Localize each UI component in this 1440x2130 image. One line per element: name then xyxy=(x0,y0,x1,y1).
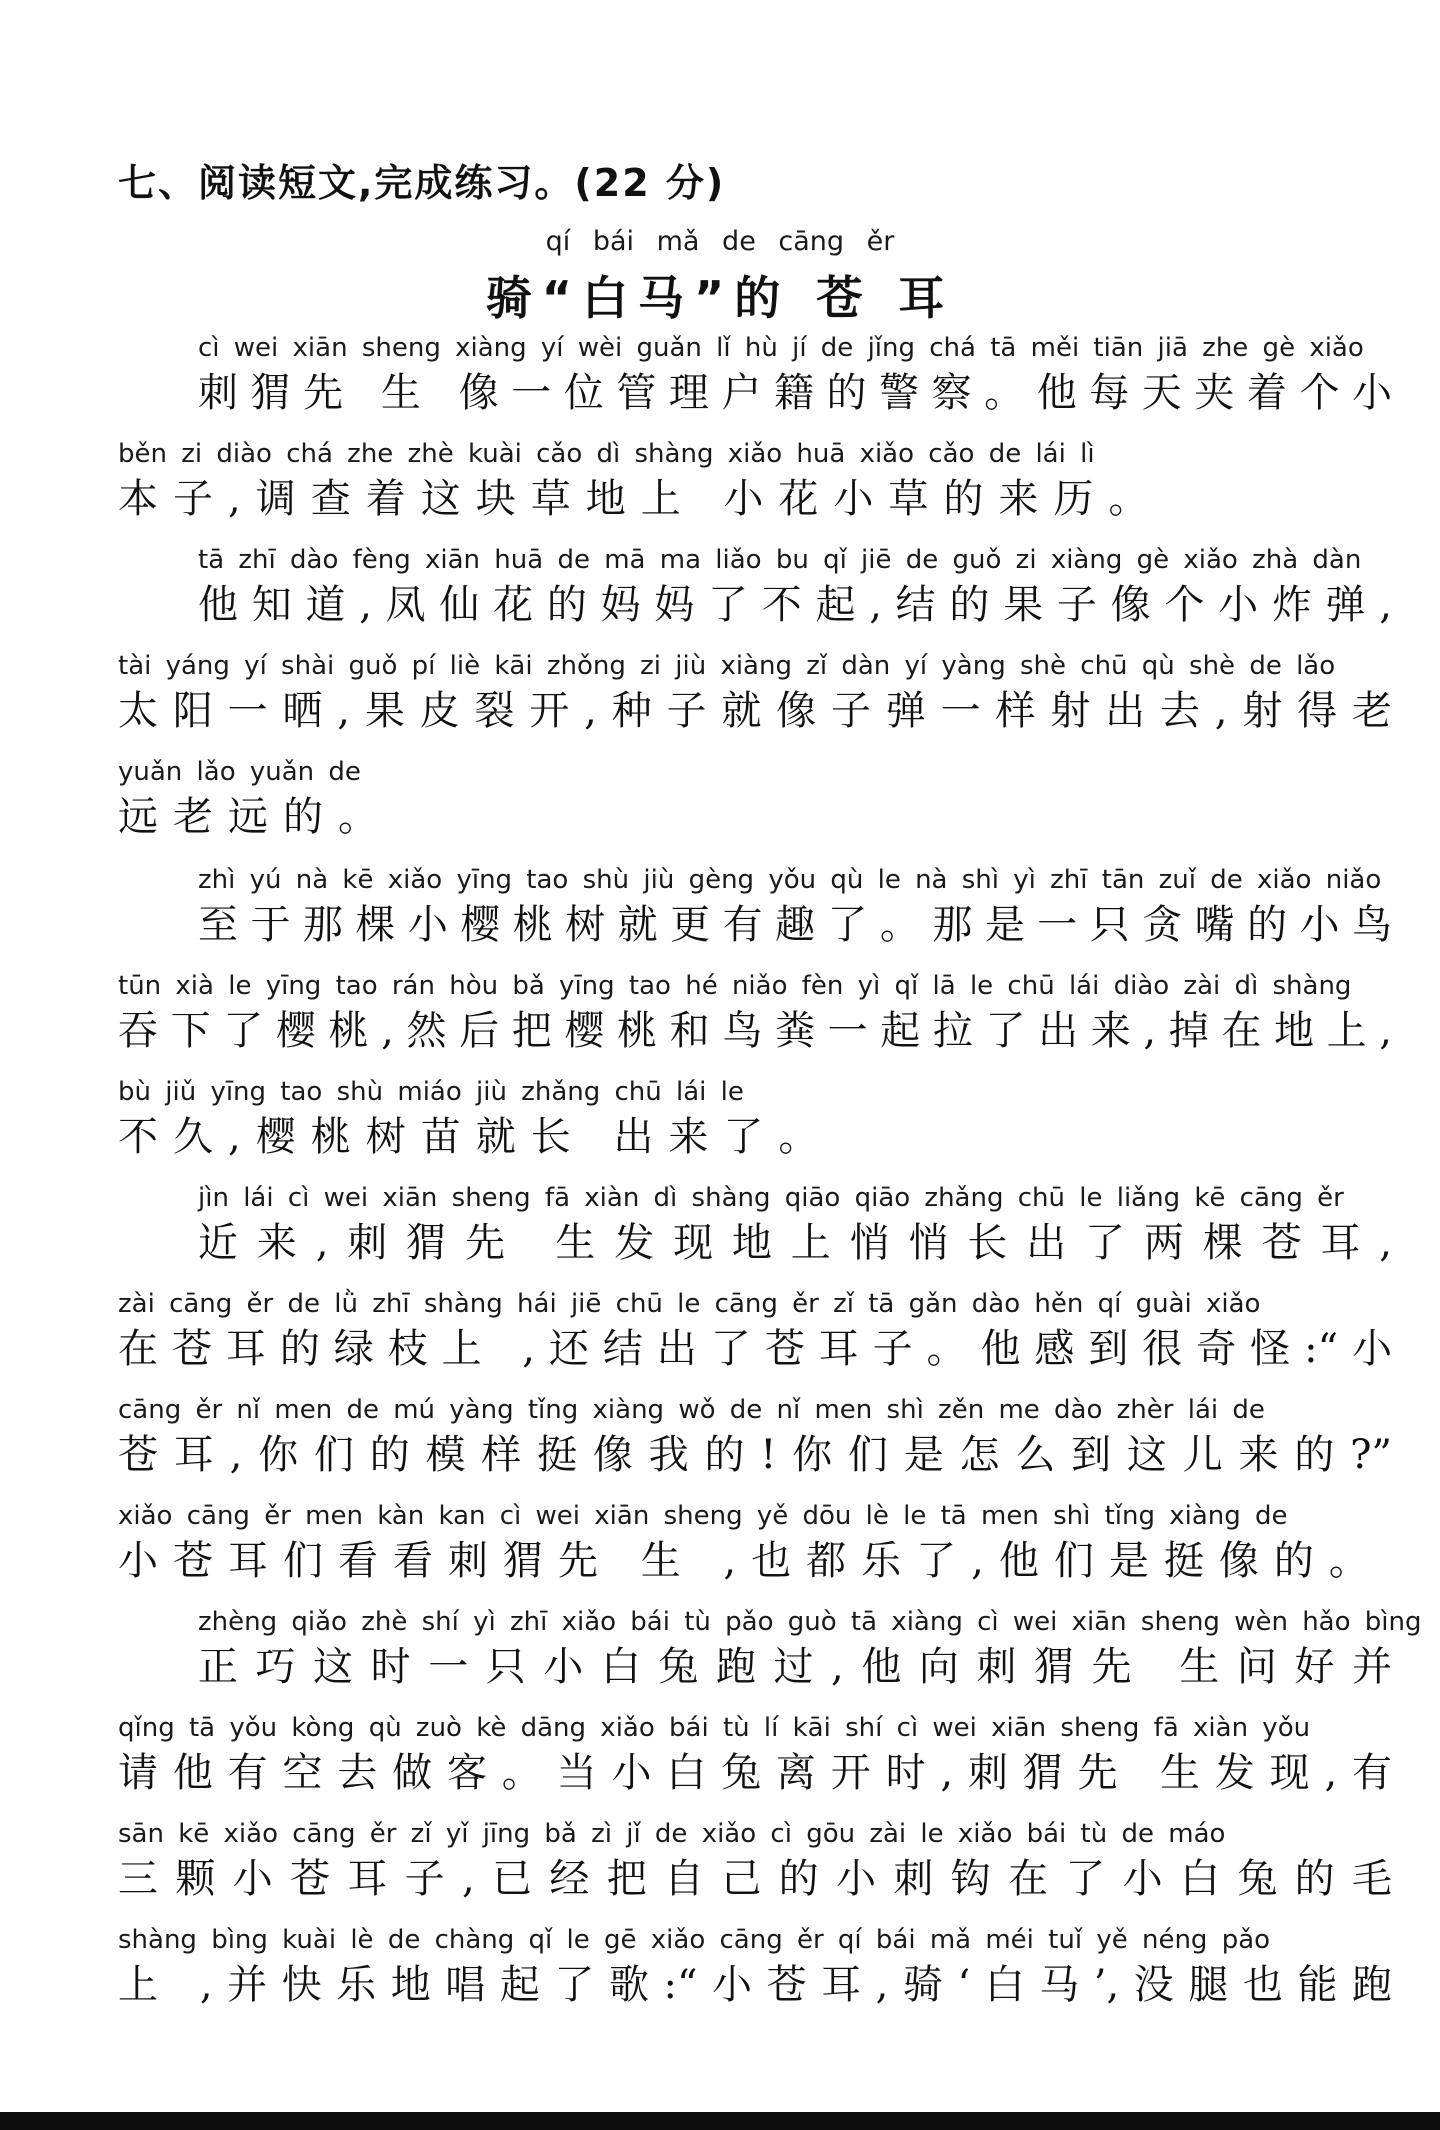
title-pinyin: qí bái mǎ de cāng ěr xyxy=(545,226,895,257)
hanzi-line: 他知道,凤仙花的妈妈了不起,结的果子像个小炸弹, xyxy=(198,582,1392,628)
hanzi-line: 正巧这时一只小白兔跑过,他向刺猬先 生问好并 xyxy=(198,1644,1392,1690)
pinyin-line: zài cāng ěr de lǜ zhī shàng hái jiē chū le cāng ěr zǐ tā gǎn dào hěn qí guài xiǎo xyxy=(118,1289,1261,1319)
text-line xyxy=(118,862,1392,952)
pinyin-line: tā zhī dào fèng xiān huā de mā ma liǎo bu qǐ jiē de guǒ zi xiàng gè xiǎo zhà dàn xyxy=(198,545,1362,575)
hanzi-line: 吞下了樱桃,然后把樱桃和鸟粪一起拉了出来,掉在地上, xyxy=(118,1008,1392,1054)
pinyin-line: cāng ěr nǐ men de mú yàng tǐng xiàng wǒ de nǐ men shì zěn me dào zhèr lái de xyxy=(118,1395,1265,1425)
hanzi-line: 三颗小苍耳子,已经把自己的小刺钩在了小白兔的毛 xyxy=(118,1856,1392,1902)
pinyin-line: zhì yú nà kē xiǎo yīng tao shù jiù gèng yǒu qù le nà shì yì zhī tān zuǐ de xiǎo niǎo xyxy=(198,865,1382,895)
hanzi-line: 在苍耳的绿枝上 ,还结出了苍耳子。他感到很奇怪:“小 xyxy=(118,1326,1392,1372)
text-line xyxy=(118,968,1392,1058)
pinyin-line: bù jiǔ yīng tao shù miáo jiù zhǎng chū lái le xyxy=(118,1077,744,1107)
text-line xyxy=(118,1604,1422,1694)
text-line xyxy=(118,1498,1392,1588)
story-title: 骑“白马”的 苍 耳 xyxy=(485,271,955,325)
pinyin-line: jìn lái cì wei xiān sheng fā xiàn dì shàng qiāo qiāo zhǎng chū le liǎng kē cāng ěr xyxy=(198,1183,1344,1213)
text-line xyxy=(118,1286,1392,1376)
hanzi-line: 远老远的。 xyxy=(118,794,393,840)
pinyin-line: tài yáng yí shài guǒ pí liè kāi zhǒng zi jiù xiàng zǐ dàn yí yàng shè chū qù shè de lǎo xyxy=(118,651,1336,681)
section-heading: 七、阅读短文,完成练习。(22 分) xyxy=(118,161,726,205)
hanzi-line: 上 ,并快乐地唱起了歌:“小苍耳,骑‘白马’,没腿也能跑 xyxy=(118,1962,1392,2008)
hanzi-line: 苍耳,你们的模样挺像我的!你们是怎么到这儿来的?” xyxy=(118,1432,1392,1478)
text-line xyxy=(118,1392,1392,1482)
text-line xyxy=(118,1180,1392,1270)
pinyin-line: tūn xià le yīng tao rán hòu bǎ yīng tao hé niǎo fèn yì qǐ lā le chū lái diào zài dì shàng xyxy=(118,971,1352,1001)
text-line xyxy=(118,1074,1392,1164)
text-line xyxy=(118,436,1392,526)
text-line xyxy=(118,1816,1392,1906)
text-line xyxy=(118,648,1392,738)
hanzi-line: 刺猬先 生 像一位管理户籍的警察。他每天夹着个小 xyxy=(198,370,1392,416)
hanzi-line: 小苍耳们看看刺猬先 生 ,也都乐了,他们是挺像的。 xyxy=(118,1538,1384,1584)
hanzi-line: 太阳一晒,果皮裂开,种子就像子弹一样射出去,射得老 xyxy=(118,688,1392,734)
hanzi-line: 本子,调查着这块草地上 小花小草的来历。 xyxy=(118,476,1164,522)
text-line xyxy=(118,330,1392,420)
text-line xyxy=(118,1922,1392,2012)
hanzi-line: 至于那棵小樱桃树就更有趣了。那是一只贪嘴的小鸟 xyxy=(198,902,1392,948)
pinyin-line: qǐng tā yǒu kòng qù zuò kè dāng xiǎo bái tù lí kāi shí cì wei xiān sheng fā xiàn yǒu xyxy=(118,1713,1311,1743)
text-line xyxy=(118,1710,1392,1800)
bottom-edge-bar xyxy=(0,2112,1440,2130)
text-line xyxy=(118,542,1392,632)
pinyin-line: xiǎo cāng ěr men kàn kan cì wei xiān sheng yě dōu lè le tā men shì tǐng xiàng de xyxy=(118,1501,1288,1531)
pinyin-line: cì wei xiān sheng xiàng yí wèi guǎn lǐ hù jí de jǐng chá tā měi tiān jiā zhe gè xiǎo xyxy=(198,333,1364,363)
hanzi-line: 近来,刺猬先 生发现地上悄悄长出了两棵苍耳, xyxy=(198,1220,1392,1266)
text-line xyxy=(118,754,1392,844)
pinyin-line: shàng bìng kuài lè de chàng qǐ le gē xiǎo cāng ěr qí bái mǎ méi tuǐ yě néng pǎo xyxy=(118,1925,1271,1955)
hanzi-line: 请他有空去做客。当小白兔离开时,刺猬先 生发现,有 xyxy=(118,1750,1392,1796)
pinyin-line: yuǎn lǎo yuǎn de xyxy=(118,757,361,787)
hanzi-line: 不久,樱桃树苗就长 出来了。 xyxy=(118,1114,834,1160)
pinyin-line: zhèng qiǎo zhè shí yì zhī xiǎo bái tù pǎo guò tā xiàng cì wei xiān sheng wèn hǎo bìng xyxy=(198,1607,1422,1637)
pinyin-line: běn zi diào chá zhe zhè kuài cǎo dì shàng xiǎo huā xiǎo cǎo de lái lì xyxy=(118,439,1095,469)
pinyin-line: sān kē xiǎo cāng ěr zǐ yǐ jīng bǎ zì jǐ de xiǎo cì gōu zài le xiǎo bái tù de máo xyxy=(118,1819,1226,1849)
